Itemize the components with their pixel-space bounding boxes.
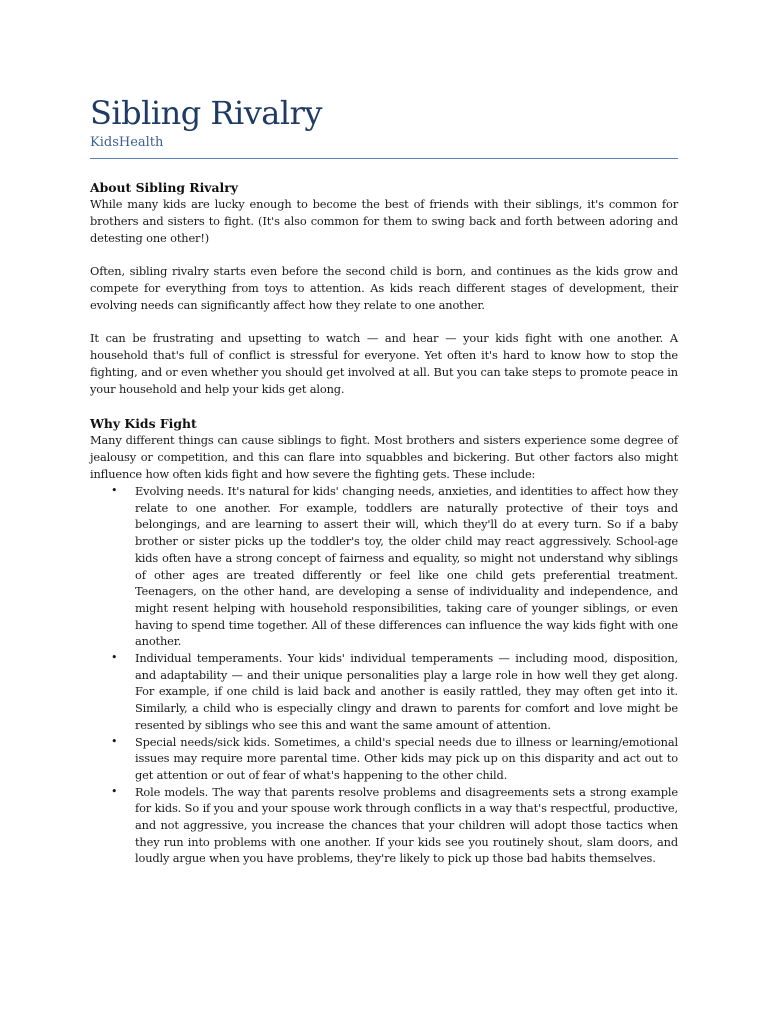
list-item — [90, 784, 678, 868]
paragraph: Often, sibling rivalry starts even before the second child is born, and continues as the kids grow and compete for everything from toys to attention. As kids reach different stages of development, their evolving needs can significantly affect how they relate to one another. — [90, 264, 678, 312]
list-item-text: Role models. The way that parents resolve problems and disagreements sets a strong example for kids. So if you and your spouse work through conflicts in a way that's respectful, productive, and not aggressive, you increase the chances that your children will adopt those tactics when they run into problems with one another. If your kids see you routinely shout, slam doors, and loudly argue when you have problems, they're likely to pick up those bad habits themselves. — [135, 784, 678, 866]
list-item — [90, 483, 678, 650]
document-subtitle: KidsHealth — [90, 135, 164, 150]
bullet-list — [90, 483, 678, 867]
bullet-icon: • — [111, 651, 118, 665]
list-item-text: Special needs/sick kids. Sometimes, a child's special needs due to illness or learning/emotional issues may require more parental time. Other kids may pick up on this disparity and act out to get attention or out of fear of what's happening to the other child. — [135, 734, 678, 782]
bullet-icon: • — [111, 734, 118, 748]
list-item — [90, 734, 678, 784]
section-why-kids-fight — [90, 415, 678, 867]
document-title: Sibling Rivalry — [90, 94, 322, 132]
list-item — [90, 650, 678, 734]
section-heading: Why Kids Fight — [90, 416, 197, 431]
paragraph: Many different things can cause siblings to fight. Most brothers and sisters experience some degree of jealousy or competition, and this can flare into squabbles and bickering. But other factors also might influence how often kids fight and how severe the fighting gets. These include: — [90, 433, 678, 481]
title-divider — [90, 158, 678, 159]
paragraph: While many kids are lucky enough to become the best of friends with their siblings, it's common for brothers and sisters to fight. (It's also common for them to swing back and forth between adoring and detesting one other!) — [90, 197, 678, 245]
list-item-text: Evolving needs. It's natural for kids' changing needs, anxieties, and identities to affect how they relate to one another. For example, toddlers are naturally protective of their toys and belongings, and are learning to assert their will, which they'll do at every turn. So if a baby brother or sister picks up the toddler's toy, the older child may react aggressively. School-age kids often have a strong concept of fairness and equality, so might not understand why siblings of other ages are treated differently or feel like one child gets preferential treatment. Teenagers, on the other hand, are developing a sense of individuality and independence, and might resent helping with household responsibilities, taking care of younger siblings, or even having to spend time together. All of these differences can influence the way kids fight with one another. — [135, 484, 678, 649]
section-about — [90, 179, 678, 398]
bullet-icon: • — [111, 484, 118, 497]
document-page — [90, 92, 678, 867]
paragraph: It can be frustrating and upsetting to watch — and hear — your kids fight with one another. A household that's full of conflict is stressful for everyone. Yet often it's hard to know how to stop the fighting, and or even whether you should get involved at all. But you can take steps to promote peace in your household and help your kids get along. — [90, 331, 678, 396]
list-item-text: Individual temperaments. Your kids' individual temperaments — including mood, disposition, and adaptability — and their unique personalities play a large role in how well they get along. For example, if one child is laid back and another is easily rattled, they may often get into it. Similarly, a child who is especially clingy and drawn to parents for comfort and love might be resented by siblings who see this and want the same amount of attention. — [135, 651, 678, 732]
section-heading: About Sibling Rivalry — [90, 180, 238, 195]
bullet-icon: • — [111, 784, 118, 798]
